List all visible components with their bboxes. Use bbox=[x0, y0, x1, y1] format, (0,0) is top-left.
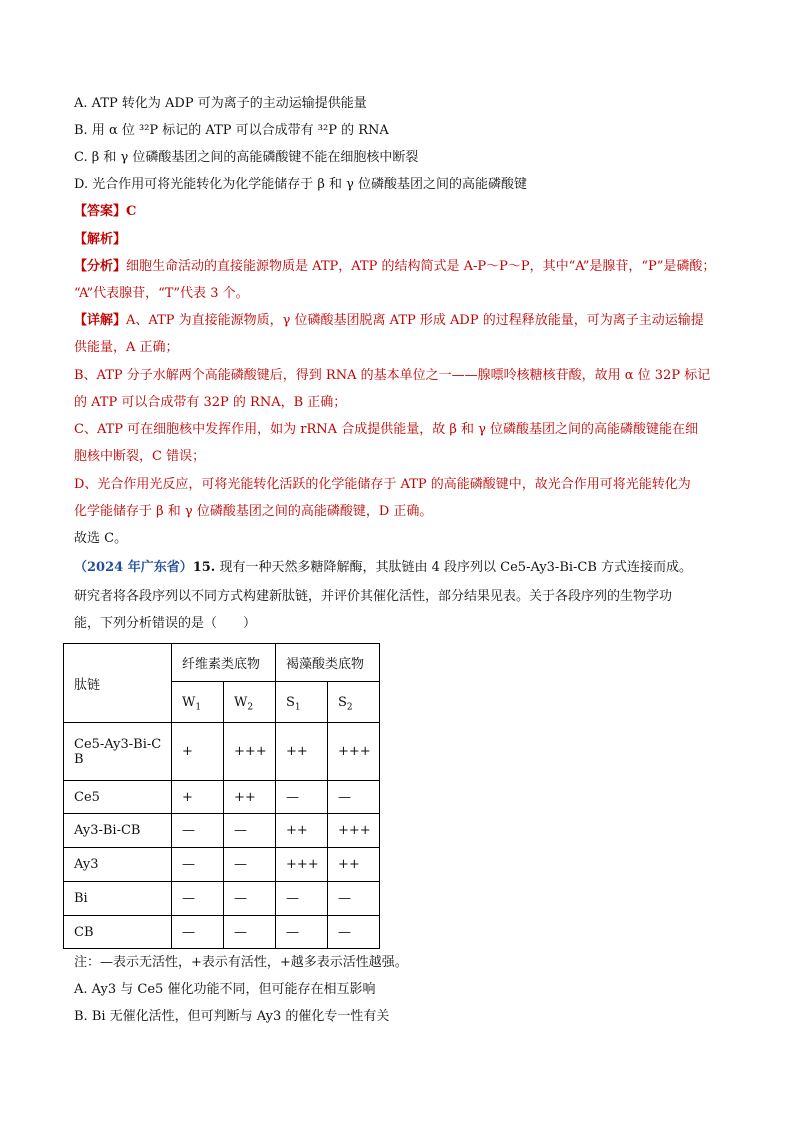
question-line-3: 能，下列分析错误的是（ ） bbox=[74, 616, 257, 631]
cell: ++ bbox=[224, 781, 276, 814]
cell: — bbox=[172, 814, 224, 848]
header-peptide: 肽链 bbox=[64, 644, 172, 723]
table-row bbox=[64, 781, 380, 814]
header-w1: $W_1$ bbox=[172, 682, 224, 723]
cell: +++ bbox=[328, 723, 380, 781]
question-source: （2024 年广东省） bbox=[74, 560, 193, 575]
question-line-2: 研究者将各段序列以不同方式构建新肽链，并评价其催化活性，部分结果见表。关于各段序列的生物学功 bbox=[74, 589, 673, 604]
table-row bbox=[64, 723, 380, 781]
table-row bbox=[64, 882, 380, 916]
fenxi-label: 【分析】 bbox=[74, 259, 127, 274]
cell: — bbox=[172, 848, 224, 882]
row-name: Ay3 bbox=[64, 848, 172, 882]
xiangjie-line-4: 的 ATP 可以合成带有 32P 的 RNA，B 正确； bbox=[74, 395, 347, 410]
cell: — bbox=[224, 916, 276, 949]
xiangjie-label: 【详解】 bbox=[74, 313, 127, 328]
header-s2: $S_2$ bbox=[328, 682, 380, 723]
cell: — bbox=[276, 882, 328, 916]
answer-line bbox=[74, 204, 136, 220]
xiangjie-line-2: 供能量，A 正确； bbox=[74, 340, 179, 355]
fenxi-text-1: 细胞生命活动的直接能源物质是 ATP，ATP 的结构简式是 A-P～P～P，其中“A”是腺苷，“P”是磷酸； bbox=[126, 259, 716, 274]
cell: — bbox=[276, 916, 328, 949]
row-name: Ce5-Ay3-Bi-C B bbox=[64, 723, 172, 781]
xiangjie-line-8: 化学能储存于 β 和 γ 位磷酸基团之间的高能磷酸键，D 正确。 bbox=[74, 504, 433, 519]
option-a: A. Ay3 与 Ce5 催化功能不同，但可能存在相互影响 bbox=[74, 982, 376, 997]
cell: +++ bbox=[276, 848, 328, 882]
answer-value: C bbox=[126, 204, 137, 219]
cell: ++ bbox=[276, 814, 328, 848]
row-name: Ay3-Bi-CB bbox=[64, 814, 172, 848]
activity-table bbox=[63, 643, 380, 949]
cell: ++ bbox=[328, 848, 380, 882]
cell: + bbox=[172, 781, 224, 814]
cell: — bbox=[328, 882, 380, 916]
cell: — bbox=[328, 916, 380, 949]
header-s1: $S_1$ bbox=[276, 682, 328, 723]
option-d-prev: D. 光合作用可将光能转化为化学能储存于 β 和 γ 位磷酸基团之间的高能磷酸键 bbox=[74, 177, 528, 192]
cell: — bbox=[172, 882, 224, 916]
fenxi-line-2: “A”代表腺苷，“T”代表 3 个。 bbox=[74, 286, 249, 301]
table-row bbox=[64, 848, 380, 882]
header-cellulose: 纤维素类底物 bbox=[172, 644, 276, 682]
table-row bbox=[64, 916, 380, 949]
question-text-1: 现有一种天然多糖降解酶，其肽链由 4 段序列以 Ce5-Ay3-Bi-CB 方式连接而成。 bbox=[219, 560, 693, 575]
header-w2: $W_2$ bbox=[224, 682, 276, 723]
cell: — bbox=[224, 848, 276, 882]
row-name: Ce5 bbox=[64, 781, 172, 814]
question-line-1 bbox=[74, 560, 692, 576]
fenxi-line-1 bbox=[74, 259, 715, 275]
question-number: 15. bbox=[192, 560, 216, 575]
row-name: Bi bbox=[64, 882, 172, 916]
xiangjie-line-1 bbox=[74, 313, 704, 329]
option-c-prev: C. β 和 γ 位磷酸基团之间的高能磷酸键不能在细胞核中断裂 bbox=[74, 150, 419, 165]
xiangjie-line-6: 胞核中断裂，C 错误； bbox=[74, 449, 206, 464]
xiangjie-line-3: B、ATP 分子水解两个高能磷酸键后，得到 RNA 的基本单位之一——腺嘌呤核糖核苷酸，故用 α 位 32P 标记 bbox=[74, 368, 711, 383]
cell: + bbox=[172, 723, 224, 781]
option-b: B. Bi 无催化活性，但可判断与 Ay3 的催化专一性有关 bbox=[74, 1009, 390, 1024]
table-row bbox=[64, 814, 380, 848]
cell: ++ bbox=[276, 723, 328, 781]
table-header-row bbox=[64, 644, 380, 682]
cell: — bbox=[224, 882, 276, 916]
conclusion: 故选 C。 bbox=[74, 531, 128, 546]
header-alginate: 褐藻酸类底物 bbox=[276, 644, 380, 682]
cell: — bbox=[224, 814, 276, 848]
option-a-prev: A. ATP 转化为 ADP 可为离子的主动运输提供能量 bbox=[74, 96, 367, 111]
xiangjie-text-1: A、ATP 为直接能源物质，γ 位磷酸基团脱离 ATP 形成 ADP 的过程释放能量，可为离子主动运输提 bbox=[126, 313, 704, 328]
cell: — bbox=[328, 781, 380, 814]
option-b-prev: B. 用 α 位 ³²P 标记的 ATP 可以合成带有 ³²P 的 RNA bbox=[74, 123, 389, 138]
cell: — bbox=[276, 781, 328, 814]
cell: +++ bbox=[328, 814, 380, 848]
table-note: 注：—表示无活性，+表示有活性，+越多表示活性越强。 bbox=[74, 955, 408, 970]
xiangjie-line-5: C、ATP 可在细胞核中发挥作用，如为 rRNA 合成提供能量，故 β 和 γ 位磷酸基团之间的高能磷酸键能在细 bbox=[74, 422, 699, 437]
answer-label: 【答案】 bbox=[74, 204, 127, 219]
xiangjie-line-7: D、光合作用光反应，可将光能转化活跃的化学能储存于 ATP 的高能磷酸键中，故光合作用可将光能转化为 bbox=[74, 477, 691, 492]
analysis-title: 【解析】 bbox=[74, 232, 127, 247]
row-name: CB bbox=[64, 916, 172, 949]
cell: +++ bbox=[224, 723, 276, 781]
cell: — bbox=[172, 916, 224, 949]
